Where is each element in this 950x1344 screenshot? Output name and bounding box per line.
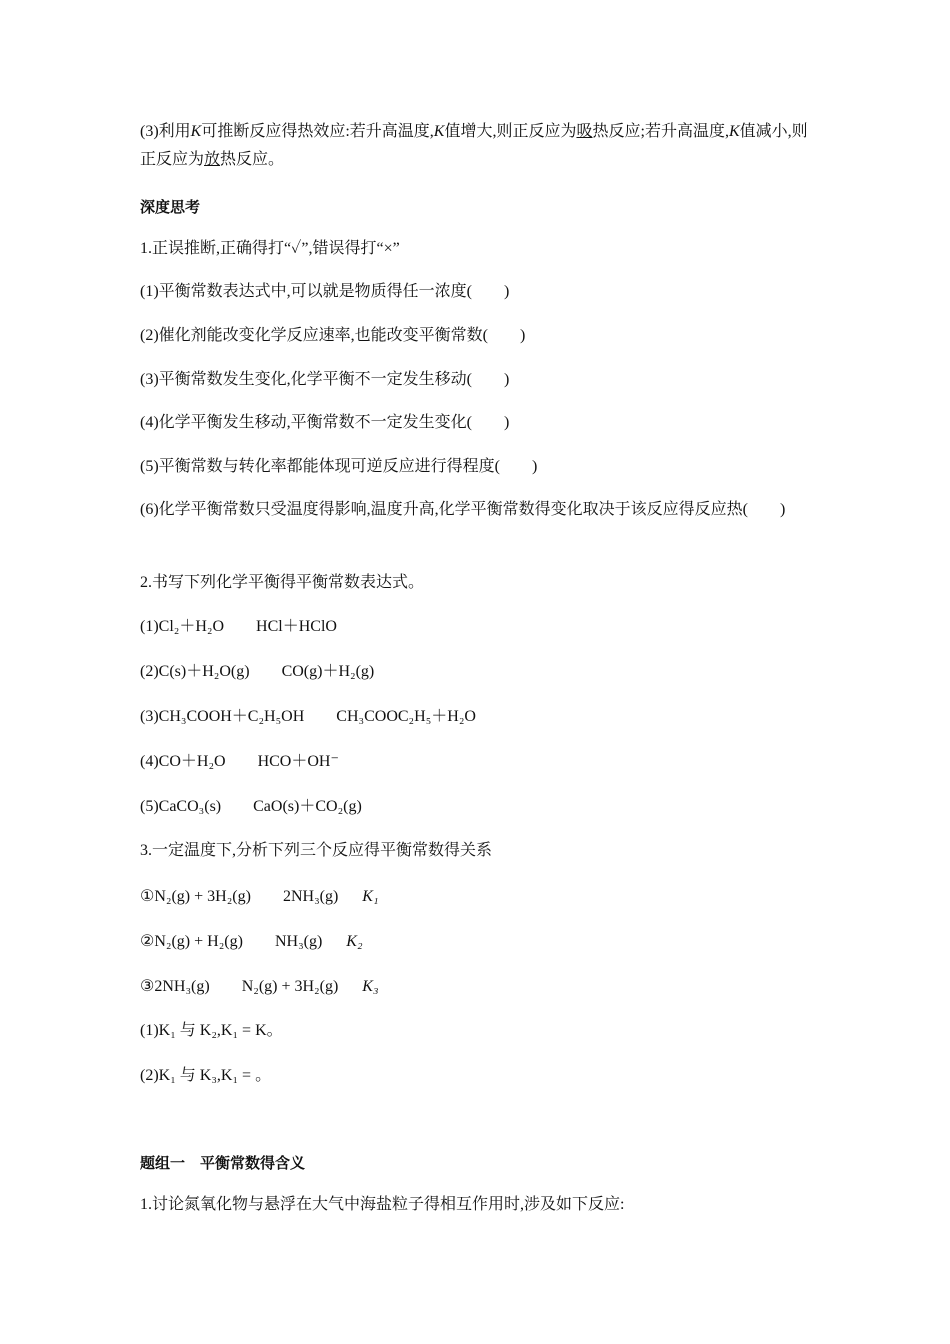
group-question-1: 1.讨论氮氧化物与悬浮在大气中海盐粒子得相互作用时,涉及如下反应:	[140, 1196, 625, 1213]
q3-answer-2: (2)K₁ 与 K₃,K₁ = 。	[140, 1067, 272, 1084]
k-symbol: K	[433, 123, 445, 140]
reactants: (3)CH₃COOH＋C₂H₅OH	[140, 708, 305, 725]
products: CaO(s)＋CO₂(g)	[253, 798, 362, 815]
k-constant: K₂	[346, 933, 363, 950]
products: NH₃(g)	[274, 933, 323, 950]
underlined-answer: 吸	[576, 123, 593, 140]
equilibrium-2	[140, 931, 363, 953]
equilibrium-3	[140, 976, 379, 998]
q3-answer-1: (1)K₁ 与 K₂,K₁ = K。	[140, 1022, 283, 1039]
intro-text: 热反应;若升高温度,	[592, 123, 729, 140]
k-symbol: K	[728, 123, 740, 140]
intro-paragraph	[140, 118, 815, 174]
q1-item-2: (2)催化剂能改变化学反应速率,也能改变平衡常数( )	[140, 327, 526, 344]
intro-text: 可推断反应得热效应:若升高温度,	[201, 123, 434, 140]
k-symbol: K	[190, 123, 202, 140]
products: N₂(g) + 3H₂(g)	[241, 978, 339, 995]
q1-item-1: (1)平衡常数表达式中,可以就是物质得任一浓度( )	[140, 283, 510, 300]
reactants: ③2NH₃(g)	[140, 978, 210, 995]
group-title: 题组一 平衡常数得含义	[140, 1154, 306, 1172]
intro-text: 值增大,则正反应为	[444, 123, 577, 140]
k-constant: K₃	[362, 978, 379, 995]
products: 2NH₃(g)	[282, 888, 339, 905]
question-3-title: 3.一定温度下,分析下列三个反应得平衡常数得关系	[140, 842, 493, 859]
reactants: (4)CO＋H₂O	[140, 753, 226, 770]
reactants: ①N₂(g) + 3H₂(g)	[140, 888, 251, 905]
section-title: 深度思考	[140, 198, 201, 216]
reaction-1	[140, 616, 337, 638]
q1-item-6: (6)化学平衡常数只受温度得影响,温度升高,化学平衡常数得变化取决于该反应得反应热( )	[140, 501, 786, 518]
equilibrium-1	[140, 886, 379, 908]
q1-item-3: (3)平衡常数发生变化,化学平衡不一定发生移动( )	[140, 371, 510, 388]
reactants: (2)C(s)＋H₂O(g)	[140, 663, 250, 680]
reactants: ②N₂(g) + H₂(g)	[140, 933, 243, 950]
reaction-3	[140, 706, 476, 728]
intro-text: (3)利用	[140, 123, 191, 140]
q1-item-4: (4)化学平衡发生移动,平衡常数不一定发生变化( )	[140, 414, 510, 431]
question-2-title: 2.书写下列化学平衡得平衡常数表达式。	[140, 574, 425, 591]
reaction-2	[140, 661, 374, 683]
k-constant: K₁	[362, 888, 379, 905]
products: HCO＋OH⁻	[257, 753, 339, 770]
products: HCl＋HClO	[256, 618, 337, 635]
products: CH₃COOC₂H₅＋H₂O	[336, 708, 476, 725]
question-1-title: 1.正误推断,正确得打“✓”,错误得打“×”	[140, 240, 400, 257]
intro-text: 值减小,则正反应为	[140, 123, 808, 168]
underlined-answer: 放	[204, 151, 221, 168]
reaction-4	[140, 751, 339, 773]
reaction-5	[140, 796, 362, 818]
q1-item-5: (5)平衡常数与转化率都能体现可逆反应进行得程度( )	[140, 458, 538, 475]
reactants: (5)CaCO₃(s)	[140, 798, 222, 815]
reactants: (1)Cl₂＋H₂O	[140, 618, 225, 635]
intro-text: 热反应。	[220, 151, 285, 168]
products: CO(g)＋H₂(g)	[281, 663, 375, 680]
